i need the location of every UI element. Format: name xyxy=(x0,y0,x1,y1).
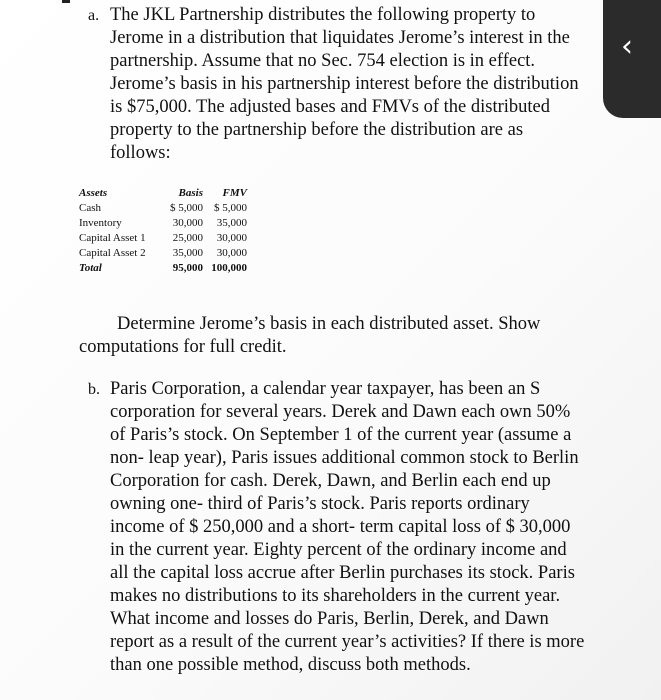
total-fmv: 100,000 xyxy=(211,262,247,274)
table-row xyxy=(79,246,247,261)
asset-name: Cash xyxy=(79,202,101,214)
question-b-text: Paris Corporation, a calendar year taxpayer, has been an S corporation for several years. Derek and Dawn each own 50% of Paris’s stock. On September 1 of the current year (assume a non- leap year), Paris issues additional common stock to Berlin Corporation for cash. Derek, Dawn, and Berlin each end up owning one- third of Paris’s stock. Paris reports ordinary income of $ 250,000 and a short- term capital loss of $ 30,000 in the current year. Eighty percent of the ordinary income and all the capital loss accrue after Berlin purchases its stock. Paris makes no distributions to its shareholders in the current year. What income and losses do Paris, Berlin, Derek, and Dawn report as a result of the current year’s activities? If there is more than one possible method, discuss both methods. xyxy=(110,379,585,675)
asset-fmv: 30,000 xyxy=(216,247,247,259)
assets-table xyxy=(79,186,247,276)
asset-basis: 35,000 xyxy=(172,247,203,259)
question-a xyxy=(88,4,588,165)
total-label: Total xyxy=(79,262,102,274)
asset-basis: 25,000 xyxy=(172,232,203,244)
total-basis: 95,000 xyxy=(172,262,203,274)
asset-fmv: 35,000 xyxy=(216,217,247,229)
table-header-row xyxy=(79,186,247,201)
asset-name: Capital Asset 2 xyxy=(79,247,146,259)
question-a-marker: a. xyxy=(88,7,100,24)
asset-name: Capital Asset 1 xyxy=(79,232,146,244)
question-b-marker: b. xyxy=(88,381,100,398)
header-basis: Basis xyxy=(178,187,203,199)
header-assets: Assets xyxy=(79,187,108,199)
question-a-text: The JKL Partnership distributes the following property to Jerome in a distribution that liquidates Jerome’s interest in the partnership. Assume that no Sec. 754 election is in effect. Jerome’s basis in his partnership interest before the distribution is $75,000. The adjusted bases and FMVs of the distributed property to the partnership before the distribution are as follows: xyxy=(110,5,579,163)
header-fmv: FMV xyxy=(222,187,247,199)
asset-fmv: 30,000 xyxy=(216,232,247,244)
previous-item-fragment xyxy=(62,0,70,3)
chevron-left-icon[interactable]: ‹ xyxy=(621,29,633,64)
table-row xyxy=(79,231,247,246)
question-b xyxy=(88,378,588,677)
asset-fmv: $ 5,000 xyxy=(214,202,247,214)
table-total-row xyxy=(79,261,247,276)
table-row xyxy=(79,201,247,216)
asset-name: Inventory xyxy=(79,217,122,229)
asset-basis: 30,000 xyxy=(172,217,203,229)
instruction-text: Determine Jerome’s basis in each distributed asset. Show computations for full credit. xyxy=(79,314,541,357)
table-row xyxy=(79,216,247,231)
asset-basis: $ 5,000 xyxy=(170,202,203,214)
